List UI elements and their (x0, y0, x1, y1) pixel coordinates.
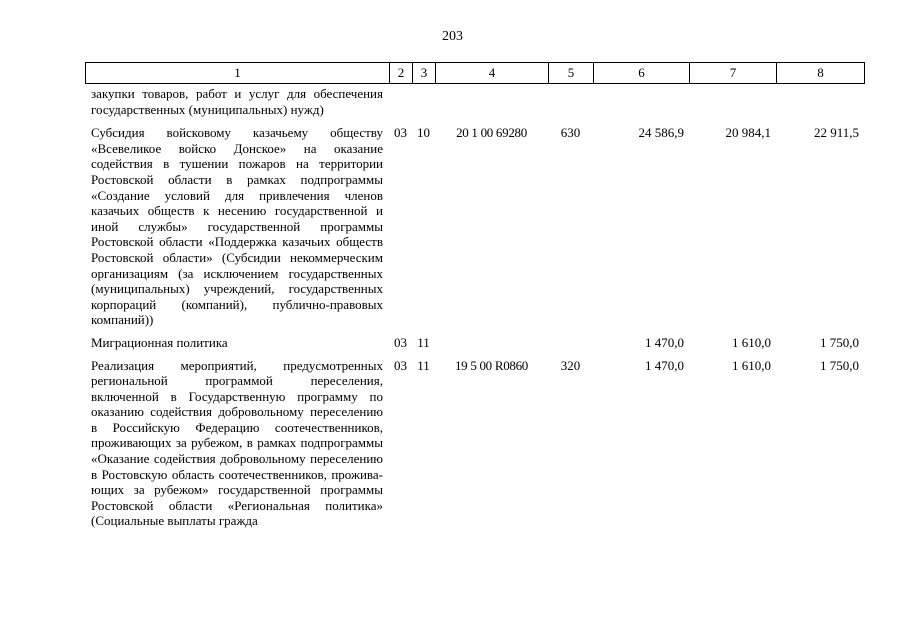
column-number-header (85, 62, 865, 84)
table-row (85, 125, 864, 335)
page-number: 203 (442, 29, 463, 44)
row-rz: 03 (394, 334, 407, 350)
row-name: Миграционная политика (91, 334, 228, 350)
row-year2: 1 610,0 (732, 334, 771, 350)
row-rz: 03 (394, 125, 407, 141)
row-rz (389, 86, 412, 125)
row-year2 (689, 86, 776, 125)
column-header-1: 1 (86, 63, 390, 84)
row-csr: 19 5 00 R0860 (454, 357, 529, 373)
row-year2: 1 610,0 (732, 357, 771, 373)
row-year3: 1 750,0 (820, 357, 859, 373)
row-year3: 1 750,0 (820, 334, 859, 350)
table-row (85, 358, 864, 530)
row-pr: 10 (417, 125, 430, 141)
row-year1: 1 470,0 (645, 357, 684, 373)
column-header-3: 3 (413, 63, 436, 84)
column-header-6: 6 (594, 63, 690, 84)
column-header-7: 7 (690, 63, 777, 84)
row-year3 (776, 86, 864, 125)
row-vr: 320 (560, 357, 581, 373)
row-pr: 11 (417, 357, 430, 373)
row-csr (435, 86, 548, 125)
row-rz: 03 (394, 357, 407, 373)
column-header-8: 8 (777, 63, 865, 84)
row-year2: 20 984,1 (725, 125, 771, 141)
budget-table-body (85, 86, 864, 529)
column-header-4: 4 (436, 63, 549, 84)
column-header-2: 2 (390, 63, 413, 84)
column-header-5: 5 (549, 63, 594, 84)
row-vr (548, 86, 593, 125)
row-year3: 22 911,5 (813, 125, 859, 141)
row-csr: 20 1 00 69280 (456, 125, 527, 141)
table-row (85, 335, 864, 358)
row-name: закупки товаров, работ и услуг для обеспечения государственных (муниципальных) нужд) (91, 86, 383, 117)
row-name: Субсидия войсковому казачьему обществу «Всевеликое войско Донское» на оказание содействия в тушении пожаров на территории Ростовской области в рамках подпрограммы «Создание условий для привлечения членов казачьих обществ к несению государственной и иной службы» государственной программы Ростовской области «Поддержка казачьих обществ Ростовской области» (Субсидии некоммерческим организациям (за исключением государственных (муниципальных) учреждений, государственных корпораций (компаний), публично-правовых компаний)) (91, 125, 383, 328)
row-pr: 11 (417, 334, 430, 350)
row-vr: 630 (560, 125, 581, 141)
row-csr (435, 335, 548, 358)
table-row (85, 86, 864, 125)
row-name: Реализация мероприятий, предусмотренных региональной программой переселения, включенной в Государственную программу по оказанию содействия добровольному переселению в Российскую Федерацию соотечественников, проживающих за рубежом, в рамках подпрограммы «Оказание содействия добровольному переселению в Ростовскую область соотечественников, проживающих за рубежом» государственной программы Ростовской области «Региональная политика» (Социальные выплаты гражда (91, 357, 383, 529)
row-vr (548, 335, 593, 358)
row-pr (412, 86, 435, 125)
row-year1: 24 586,9 (638, 125, 684, 141)
row-year1: 1 470,0 (645, 334, 684, 350)
row-year1 (593, 86, 689, 125)
